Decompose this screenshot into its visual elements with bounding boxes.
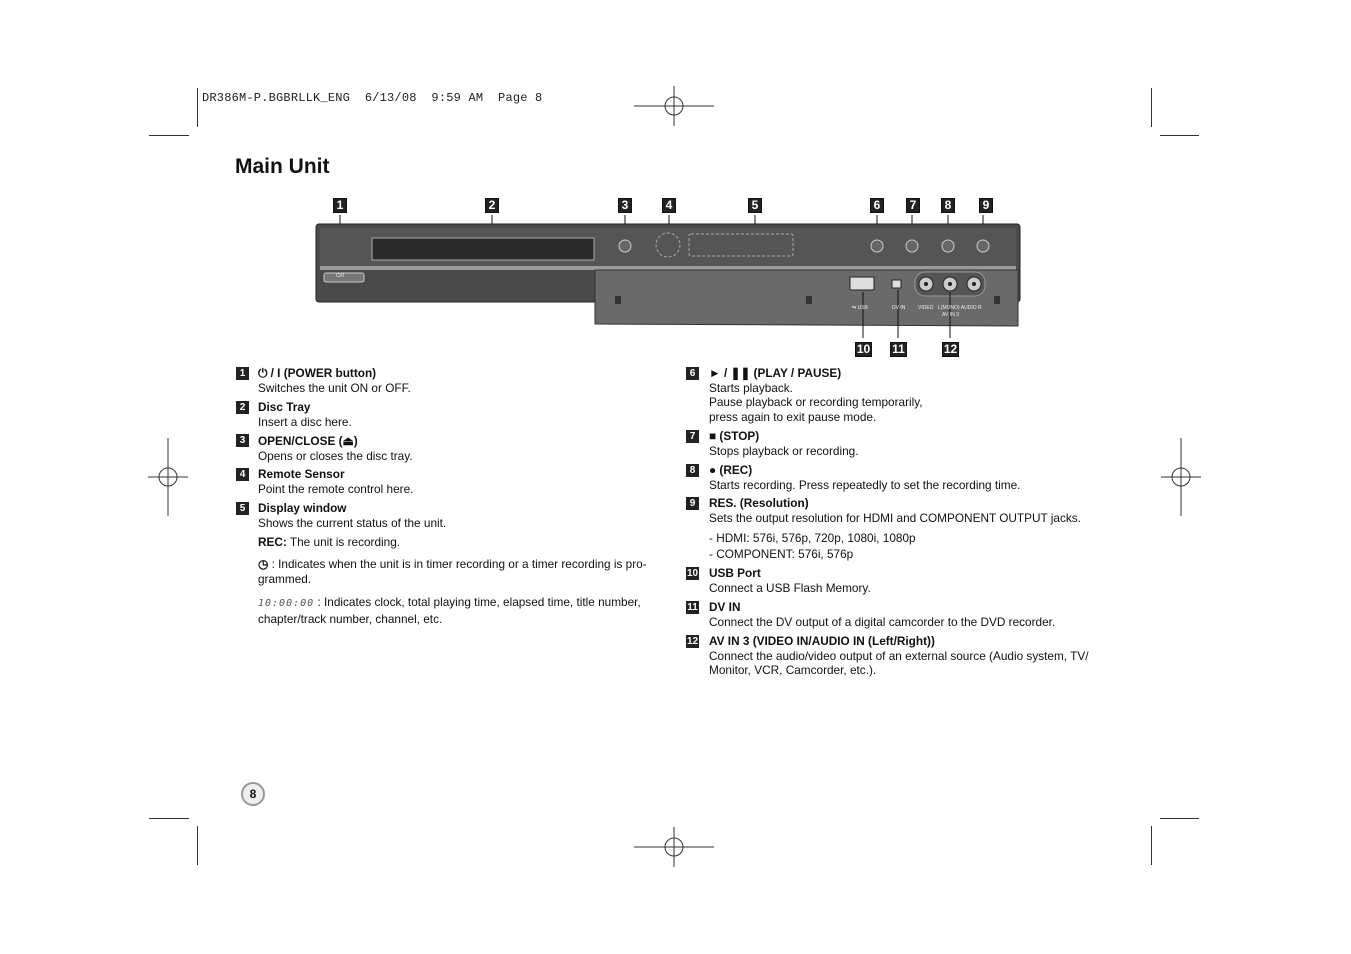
item-description: Stops playback or recording. <box>709 443 859 458</box>
item-description: Sets the output resolution for HDMI and COMPONENT OUTPUT jacks. <box>709 510 1081 525</box>
dvd-recorder-illustration <box>310 212 1030 340</box>
item-description: Connect the audio/video output of an external source (Audio system, TV/ <box>709 648 1089 663</box>
item-number: 7 <box>686 430 699 443</box>
video-label: VIDEO <box>918 305 934 311</box>
item-heading: ⏻ / I (POWER button) <box>258 366 377 380</box>
item-number: 2 <box>236 401 249 414</box>
clock-text: : Indicates clock, total playing time, elapsed time, title number, chapter/track number, channel, etc. <box>258 595 641 626</box>
rec-label: REC: <box>258 535 287 549</box>
item-heading: USB Port <box>709 566 761 580</box>
item-number: 6 <box>686 367 699 380</box>
clock-note <box>258 595 668 626</box>
usb-port-label: ⇆ USB <box>852 305 868 311</box>
list-item <box>709 429 859 458</box>
list-item <box>258 400 352 429</box>
item-description: press again to exit pause mode. <box>709 409 877 424</box>
timer-icon: ◷ <box>258 557 269 571</box>
list-item <box>709 463 1020 492</box>
item-number: 3 <box>236 434 249 447</box>
page-number: 8 <box>241 782 265 806</box>
clock-display-icon: 10:00:00 <box>258 598 315 609</box>
resolution-hdmi: - HDMI: 576i, 576p, 720p, 1080i, 1080p <box>709 531 916 545</box>
list-item <box>258 501 446 530</box>
list-item <box>709 600 1055 629</box>
av-in-label: AV IN 3 <box>942 312 959 318</box>
item-heading: ● (REC) <box>709 463 753 477</box>
callout-10: 10 <box>856 342 871 356</box>
resolution-list <box>709 531 916 562</box>
callout-8: 8 <box>941 198 955 213</box>
registration-mark-bottom <box>634 827 714 867</box>
callout-9: 9 <box>979 198 993 213</box>
item-heading: RES. (Resolution) <box>709 496 809 510</box>
item-description: Connect a USB Flash Memory. <box>709 580 871 595</box>
item-description: Starts playback. <box>709 380 793 395</box>
callout-3: 3 <box>618 198 632 213</box>
item-heading: ■ (STOP) <box>709 429 760 443</box>
item-number: 8 <box>686 464 699 477</box>
list-item <box>709 366 923 424</box>
item-number: 5 <box>236 502 249 515</box>
list-item <box>709 634 1088 678</box>
callout-12: 12 <box>943 342 958 356</box>
registration-mark-top <box>634 86 714 126</box>
dv-in-label: DV IN <box>892 305 906 311</box>
item-description: Opens or closes the disc tray. <box>258 448 413 463</box>
callout-6: 6 <box>870 198 884 213</box>
item-heading: AV IN 3 (VIDEO IN/AUDIO IN (Left/Right)) <box>709 634 935 648</box>
item-heading: OPEN/CLOSE (⏏) <box>258 434 358 448</box>
item-heading: Disc Tray <box>258 400 311 414</box>
timer-text: : Indicates when the unit is in timer recording or a timer recording is pro-grammed. <box>258 557 647 586</box>
item-heading: Remote Sensor <box>258 467 345 481</box>
list-item <box>258 366 411 395</box>
callout-1: 1 <box>333 198 347 213</box>
callout-11: 11 <box>890 342 907 357</box>
item-heading: ► / ❚❚ (PLAY / PAUSE) <box>709 366 842 380</box>
item-number: 4 <box>236 468 249 481</box>
list-item <box>258 434 413 463</box>
list-item <box>709 496 1081 525</box>
callout-4: 4 <box>662 198 676 213</box>
item-heading: Display window <box>258 501 347 515</box>
item-number: 12 <box>686 636 699 647</box>
callout-2: 2 <box>485 198 499 213</box>
page-title: Main Unit <box>235 155 330 178</box>
registration-mark-left <box>148 438 188 516</box>
item-description: Connect the DV output of a digital camcorder to the DVD recorder. <box>709 614 1056 629</box>
item-description: Point the remote control here. <box>258 481 414 496</box>
power-button-label: ⏻/I <box>336 273 345 279</box>
rec-text: The unit is recording. <box>286 535 401 549</box>
audio-label: L(MONO) AUDIO R <box>938 305 982 311</box>
rec-note <box>258 535 400 550</box>
timer-note <box>258 557 668 586</box>
item-number: 11 <box>687 602 698 613</box>
item-heading: DV IN <box>709 600 741 614</box>
item-description: Shows the current status of the unit. <box>258 515 447 530</box>
item-number: 9 <box>686 497 699 510</box>
registration-mark-right <box>1161 438 1201 516</box>
callout-7: 7 <box>906 198 920 213</box>
item-description: Starts recording. Press repeatedly to set the recording time. <box>709 477 1021 492</box>
list-item <box>709 566 871 595</box>
list-item <box>258 467 413 496</box>
item-description: Switches the unit ON or OFF. <box>258 380 411 395</box>
item-description: Insert a disc here. <box>258 414 352 429</box>
item-number: 10 <box>686 568 699 579</box>
item-description: Monitor, VCR, Camcorder, etc.). <box>709 663 877 677</box>
item-number: 1 <box>236 367 249 380</box>
item-description: Pause playback or recording temporarily, <box>709 395 923 409</box>
resolution-component: - COMPONENT: 576i, 576p <box>709 547 854 561</box>
callout-5: 5 <box>748 198 762 213</box>
print-slug: DR386M-P.BGBRLLK_ENG 6/13/08 9:59 AM Page 8 <box>202 91 543 105</box>
